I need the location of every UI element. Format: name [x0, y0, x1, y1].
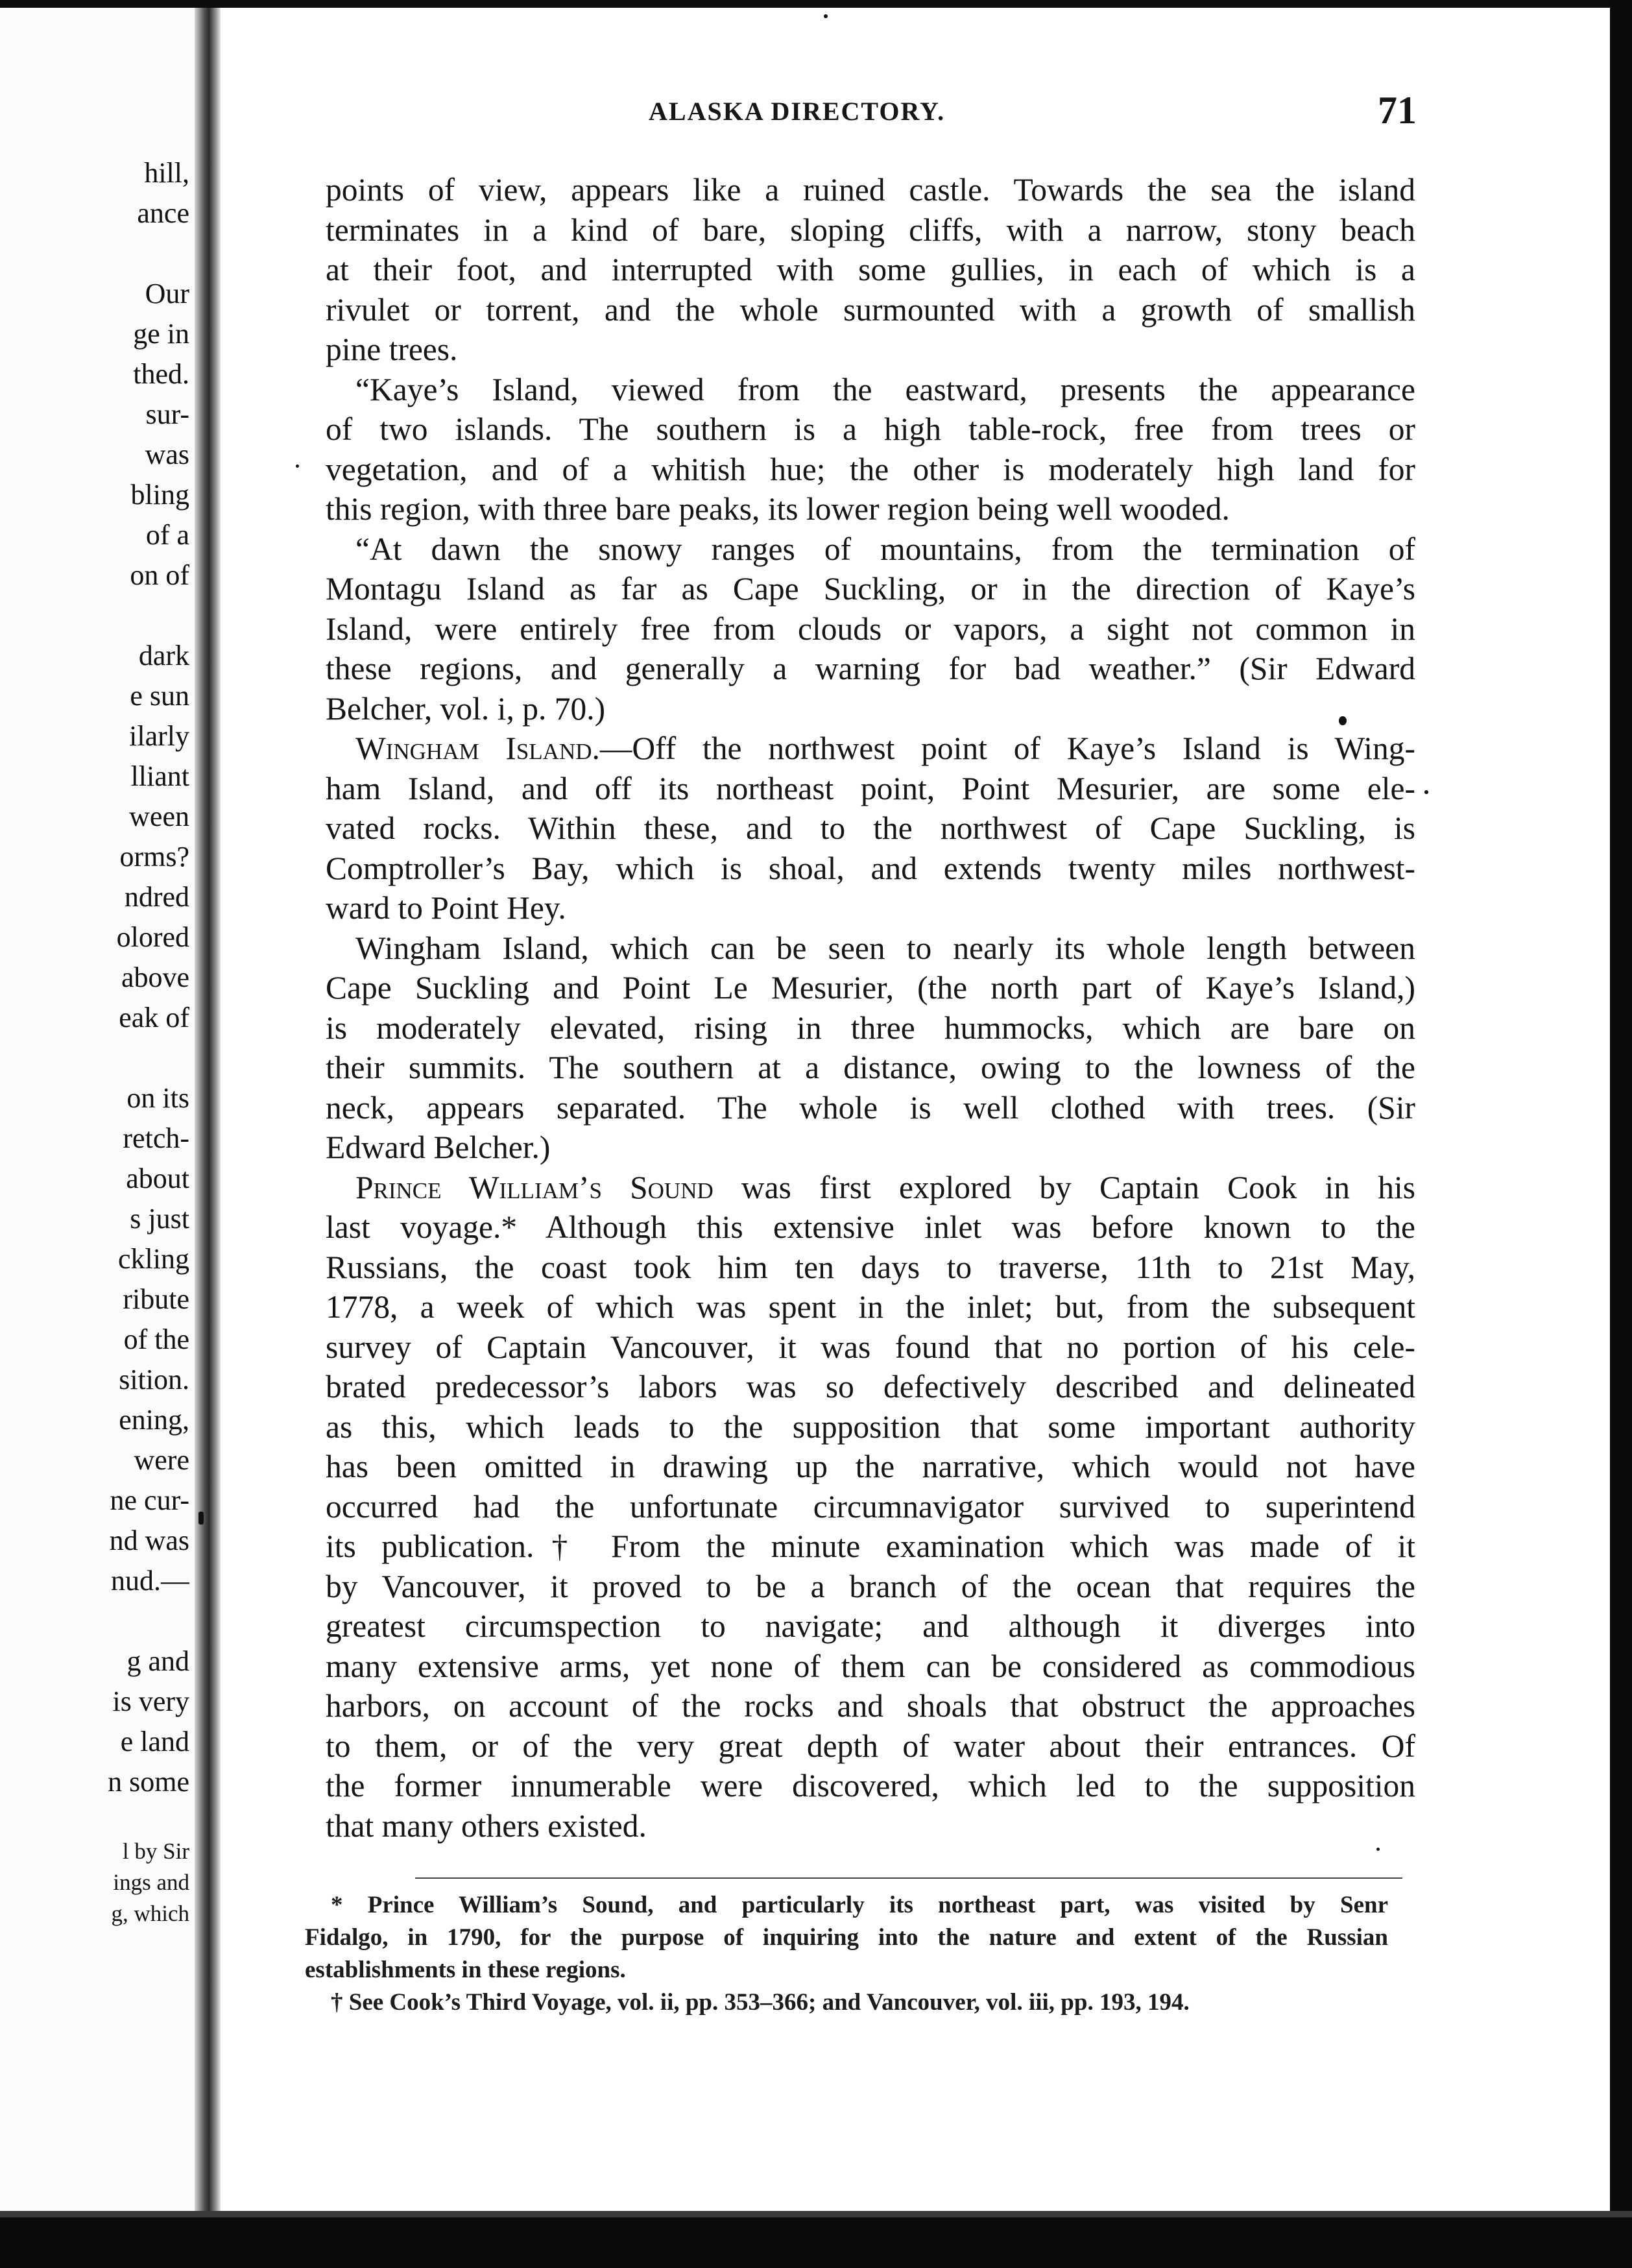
text-line: points of view, appears like a ruined castle. Towards the sea the island	[326, 172, 1415, 208]
left-fragment-line: hill,	[144, 157, 189, 189]
text-line: at their foot, and interrupted with some gullies, in each of which is a	[326, 252, 1415, 287]
left-fragment-line: ween	[129, 801, 189, 832]
scan-speck	[1339, 716, 1347, 725]
text-line: Edward Belcher.)	[326, 1129, 551, 1165]
text-line: greatest circumspection to navigate; and although it diverges into	[326, 1608, 1415, 1644]
left-footnote-line: l by Sir	[122, 1839, 189, 1864]
scan-edge-top	[0, 0, 1632, 8]
scan-edge-bottom-shadow	[0, 2211, 1632, 2217]
left-fragment-line: sition.	[119, 1364, 189, 1395]
left-fragment-line: was	[145, 439, 189, 470]
left-fragment-line: ne cur-	[110, 1484, 189, 1516]
left-fragment-line: dark	[138, 640, 189, 671]
left-fragment-line: ribute	[123, 1283, 189, 1315]
scan-speck	[824, 14, 828, 18]
scan-speck	[1376, 1848, 1380, 1851]
text-line: its publication.† From the minute examination which was made of it	[326, 1528, 1415, 1564]
section-heading-prince-william: Prince William’s Sound	[355, 1169, 714, 1205]
text-line: vated rocks. Within these, and to the northwest of Cape Suckling, is	[326, 810, 1415, 846]
left-fragment-line: above	[121, 961, 189, 993]
text-line: to them, or of the very great depth of water about their entrances. Of	[326, 1728, 1415, 1764]
left-fragment-line: olored	[116, 921, 189, 953]
text-line: last voyage.* Although this extensive inlet was before known to the	[326, 1209, 1415, 1245]
footnote-rule	[415, 1877, 1402, 1879]
left-fragment-line: is very	[112, 1685, 189, 1717]
left-fragment-line: bling	[130, 479, 189, 511]
running-head: ALASKA DIRECTORY.	[649, 97, 946, 126]
text-line: the former innumerable were discovered, which led to the supposition	[326, 1768, 1415, 1804]
left-fragment-line: e sun	[130, 680, 189, 712]
text-line: that many others existed.	[326, 1807, 647, 1844]
left-footnote-line: ings and	[113, 1870, 189, 1895]
left-fragment-line: nud.—	[111, 1565, 189, 1597]
scan-speck	[198, 1512, 204, 1525]
footnote-line: Fidalgo, in 1790, for the purpose of inquiring into the nature and extent of the Russian	[305, 1924, 1388, 1951]
left-fragment-line	[0, 1601, 189, 1641]
left-fragment-line: nd was	[109, 1525, 189, 1556]
left-fragment-line: s just	[130, 1203, 189, 1235]
text-line: Russians, the coast took him ten days to traverse, 11th to 21st May,	[326, 1249, 1415, 1285]
left-fragment-line: g and	[126, 1645, 189, 1677]
text-line: 1778, a week of which was spent in the inlet; but, from the subsequent	[326, 1289, 1415, 1325]
text-line: Belcher, vol. i, p. 70.)	[326, 690, 606, 727]
left-fragment-line: on of	[130, 559, 189, 591]
left-fragment-line: ge in	[133, 318, 189, 350]
left-fragment-line: of the	[123, 1323, 189, 1355]
left-fragment-line: about	[126, 1163, 189, 1194]
left-fragment-line: ndred	[124, 881, 189, 913]
text-line: their summits. The southern at a distance, owing to the lowness of the	[326, 1050, 1415, 1085]
text-line: “Kaye’s Island, viewed from the eastward, presents the appearance	[355, 371, 1415, 407]
left-fragment-line: of a	[145, 519, 189, 551]
text-line: survey of Captain Vancouver, it was found that no portion of his cele-	[326, 1329, 1415, 1365]
page-number: 71	[1378, 89, 1417, 132]
scan-speck	[1424, 790, 1428, 794]
text-run: was first explored by Captain Cook in his	[713, 1169, 1415, 1205]
left-fragment-line: were	[134, 1444, 189, 1476]
left-fragment-line	[0, 596, 189, 636]
left-fragment-line: eak of	[119, 1002, 189, 1033]
text-line: ward to Point Hey.	[326, 890, 566, 926]
text-line: vegetation, and of a whitish hue; the other is moderately high land for	[326, 451, 1415, 487]
text-line: these regions, and generally a warning for bad weather.” (Sir Edward	[326, 651, 1415, 686]
left-fragment-line: ening,	[119, 1404, 189, 1436]
text-line: harbors, on account of the rocks and shoals that obstruct the approaches	[326, 1688, 1415, 1724]
scan-edge-bottom	[0, 2217, 1632, 2268]
text-line: neck, appears separated. The whole is well clothed with trees. (Sir	[326, 1089, 1415, 1126]
text-line: by Vancouver, it proved to be a branch of the ocean that requires the	[326, 1568, 1415, 1604]
text-line: this region, with three bare peaks, its lower region being well wooded.	[326, 491, 1230, 527]
text-line: terminates in a kind of bare, sloping cliffs, with a narrow, stony beach	[326, 211, 1415, 248]
left-fragment-line: lliant	[130, 760, 189, 792]
text-line: as this, which leads to the supposition that some important authority	[326, 1408, 1415, 1445]
left-fragment-line: Our	[145, 278, 189, 309]
text-line: occurred had the unfortunate circumnavigator survived to superintend	[326, 1488, 1415, 1525]
scan-speck	[296, 464, 299, 468]
text-line: brated predecessor’s labors was so defectively described and delineated	[326, 1369, 1415, 1405]
left-fragment-line	[0, 234, 189, 274]
left-fragment-line: n some	[108, 1766, 189, 1798]
text-line: Wingham Island, which can be seen to nearly its whole length between	[355, 930, 1415, 966]
footnotes	[305, 1889, 1388, 2019]
left-fragment-line: thed.	[133, 358, 189, 390]
left-fragment-line	[0, 1038, 189, 1078]
text-line	[326, 1168, 1415, 1208]
left-fragment-line: sur-	[145, 398, 189, 430]
text-line: pine trees.	[326, 332, 458, 367]
text-line: “At dawn the snowy ranges of mountains, from the termination of	[355, 531, 1415, 567]
text-line: has been omitted in drawing up the narrative, which would not have	[326, 1449, 1415, 1484]
text-line	[326, 729, 1415, 769]
footnote-line: * Prince William’s Sound, and particularly its northeast part, was visited by Senr	[331, 1892, 1388, 1918]
left-fragment-line: ance	[137, 197, 189, 229]
body-text	[326, 170, 1415, 1846]
left-footnote-line: g, which	[111, 1901, 189, 1926]
text-line: many extensive arms, yet none of them can be considered as commodious	[326, 1648, 1415, 1684]
left-page-text	[0, 153, 189, 1802]
text-line: of two islands. The southern is a high table-rock, free from trees or	[326, 411, 1415, 447]
text-line: is moderately elevated, rising in three hummocks, which are bare on	[326, 1009, 1415, 1046]
left-fragment-line: retch-	[123, 1122, 189, 1154]
footnote-line: establishments in these regions.	[305, 1957, 626, 1983]
left-fragment-line: orms?	[119, 841, 189, 873]
text-line: Montagu Island as far as Cape Suckling, or in the direction of Kaye’s	[326, 571, 1415, 607]
footnote-line: † See Cook’s Third Voyage, vol. ii, pp. 353–366; and Vancouver, vol. iii, pp. 193, 194.	[331, 1989, 1190, 2016]
text-line: Comptroller’s Bay, which is shoal, and extends twenty miles northwest-	[326, 850, 1415, 886]
text-line: ham Island, and off its northeast point, Point Mesurier, are some ele-	[326, 770, 1415, 806]
text-run: —Off the northwest point of Kaye’s Island is Wing-	[599, 730, 1415, 766]
left-fragment-line: ckling	[118, 1243, 189, 1275]
scan-edge-right	[1610, 0, 1632, 2268]
left-fragment-line: on its	[126, 1082, 189, 1114]
left-fragment-line: e land	[120, 1726, 189, 1757]
left-fragment-line: ilarly	[129, 720, 189, 752]
text-line: Island, were entirely free from clouds or vapors, a sight not common in	[326, 610, 1415, 647]
text-line: Cape Suckling and Point Le Mesurier, (the north part of Kaye’s Island,)	[326, 970, 1415, 1006]
text-line: rivulet or torrent, and the whole surmounted with a growth of smallish	[326, 291, 1415, 328]
left-page-footnote	[0, 1836, 189, 1929]
section-heading-wingham: Wingham Island.	[355, 730, 600, 766]
book-gutter	[195, 0, 221, 2212]
